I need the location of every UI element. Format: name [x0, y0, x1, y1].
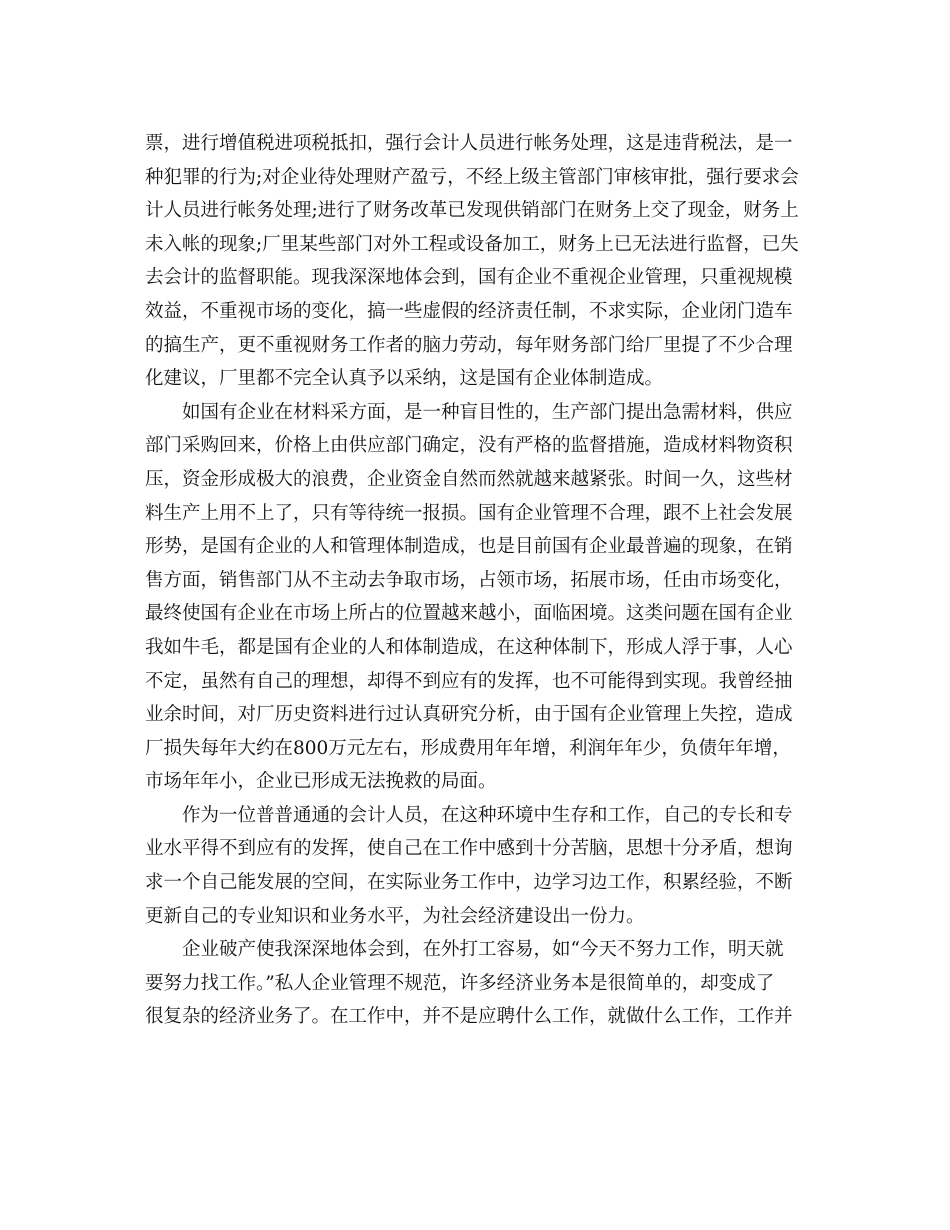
- text-line: 求一个自己能发展的空间，在实际业务工作中，边学习边工作，积累经验，不断: [145, 872, 793, 894]
- text-line: 市场年年小，企业已形成无法挽救的局面。: [145, 771, 497, 793]
- text-line: 效益，不重视市场的变化，搞一些虚假的经济责任制，不求实际，企业闭门造车: [145, 300, 793, 322]
- text-line: 最终使国有企业在市场上所占的位置越来越小，面临困境。这类问题在国有企业: [145, 603, 793, 625]
- text-line: 压，资金形成极大的浪费，企业资金自然而然就越来越紧张。时间一久，这些材: [145, 468, 793, 490]
- text-line: 更新自己的专业知识和业务水平，为社会经济建设出一份力。: [145, 905, 645, 927]
- text-line: 很复杂的经济业务了。在工作中，并不是应聘什么工作，就做什么工作，工作并: [145, 1006, 793, 1028]
- text-line: 票，进行增值税进项税抵扣，强行会计人员进行帐务处理，这是违背税法，是一: [145, 133, 793, 154]
- paragraph-2: [145, 396, 805, 799]
- text-line: 未入帐的现象;厂里某些部门对外工程或设备加工，财务上已无法进行监督，已失: [145, 233, 799, 255]
- paragraph-1: [145, 127, 805, 396]
- text-line: 计人员进行帐务处理;进行了财务改革已发现供销部门在财务上交了现金，财务上: [145, 200, 799, 222]
- paragraph-4: [145, 933, 805, 1034]
- text-line: 作为一位普普通通的会计人员，在这种环境中生存和工作，自己的专长和专: [182, 804, 793, 826]
- text-line: 企业破产使我深深地体会到，在外打工容易，如“今天不努力工作，明天就: [182, 939, 784, 961]
- text-line: 业余时间，对厂历史资料进行过认真研究分析，由于国有企业管理上失控，造成: [145, 704, 793, 726]
- text-line: 去会计的监督职能。现我深深地体会到，国有企业不重视企业管理，只重视规模: [145, 267, 793, 289]
- text-line: 部门采购回来，价格上由供应部门确定，没有严格的监督措施，造成材料物资积: [145, 435, 793, 457]
- text-line: 我如牛毛，都是国有企业的人和体制造成，在这种体制下，形成人浮于事，人心: [145, 636, 793, 658]
- text-line: 化建议，厂里都不完全认真予以采纳，这是国有企业体制造成。: [145, 368, 664, 390]
- text-line: 不定，虽然有自己的理想，却得不到应有的发挥，也不可能得到实现。我曾经抽: [145, 670, 793, 692]
- text-line: 形势，是国有企业的人和管理体制造成，也是目前国有企业最普遍的现象，在销: [145, 536, 793, 558]
- text-line: 的搞生产，更不重视财务工作者的脑力劳动，每年财务部门给厂里提了不少合理: [145, 334, 793, 356]
- text-line: 料生产上用不上了，只有等待统一报损。国有企业管理不合理，跟不上社会发展: [145, 502, 793, 524]
- text-line: 种犯罪的行为;对企业待处理财产盈亏，不经上级主管部门审核审批，强行要求会: [145, 166, 799, 188]
- paragraph-3: [145, 799, 805, 933]
- text-line: 业水平得不到应有的发挥，使自己在工作中感到十分苦脑，思想十分矛盾，想询: [145, 838, 793, 860]
- text-line: 要努力找工作。”私人企业管理不规范，许多经济业务本是很简单的，却变成了: [145, 972, 775, 994]
- text-line: 厂损失每年大约在800万元左右，形成费用年年增，利润年年少，负债年年增，: [145, 737, 791, 759]
- text-line: 如国有企业在材料采方面，是一种盲目性的，生产部门提出急需材料，供应: [182, 401, 793, 423]
- text-line: 售方面，销售部门从不主动去争取市场，占领市场，拓展市场，任由市场变化，: [145, 569, 793, 591]
- document-body: [145, 127, 805, 1034]
